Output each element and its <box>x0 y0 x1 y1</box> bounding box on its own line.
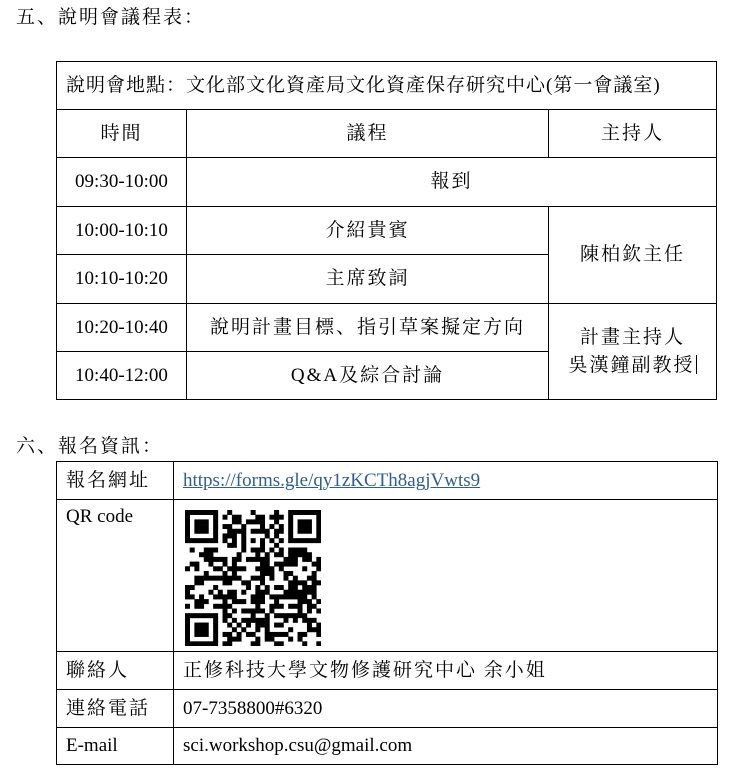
agenda-table <box>56 61 717 400</box>
row-time: 10:20-10:40 <box>57 304 187 352</box>
qr-row <box>57 500 718 652</box>
row-item: 報到 <box>187 158 717 207</box>
table-row <box>57 207 717 255</box>
phone-value: 07-7358800#6320 <box>174 690 718 728</box>
table-row <box>57 304 717 352</box>
phone-label: 連絡電話 <box>57 690 174 728</box>
row-item: 介紹貴賓 <box>187 207 549 255</box>
header-agenda: 議程 <box>187 110 549 158</box>
row-item: 說明計畫目標、指引草案擬定方向 <box>187 304 549 352</box>
host-role: 計畫主持人 <box>580 326 686 348</box>
table-row <box>57 158 717 207</box>
phone-row <box>57 690 718 728</box>
section-5-heading: 五、說明會議程表： <box>16 7 206 28</box>
email-value: sci.workshop.csu@gmail.com <box>174 728 718 765</box>
row-time: 10:10-10:20 <box>57 255 187 304</box>
qr-label: QR code <box>57 500 174 652</box>
row-item: 主席致詞 <box>187 255 549 304</box>
registration-link[interactable]: https://forms.gle/qy1zKCTh8agjVwts9 <box>183 469 481 491</box>
location-row <box>57 62 717 110</box>
row-item: Q&A及綜合討論 <box>187 352 549 400</box>
email-row <box>57 728 718 765</box>
header-time: 時間 <box>57 110 187 158</box>
url-row <box>57 462 718 500</box>
host-director: 陳柏欽主任 <box>549 207 717 304</box>
host-project-lead <box>549 304 717 400</box>
row-time: 10:40-12:00 <box>57 352 187 400</box>
registration-table <box>56 461 718 765</box>
meeting-location: 說明會地點：文化部文化資產局文化資產保存研究中心(第一會議室) <box>57 62 717 110</box>
section-6-heading: 六、報名資訊： <box>16 436 164 457</box>
text-cursor <box>696 355 697 374</box>
url-label: 報名網址 <box>57 462 174 500</box>
email-label: E-mail <box>57 728 174 765</box>
qr-cell <box>174 500 718 652</box>
contact-value: 正修科技大學文物修護研究中心 余小姐 <box>174 652 718 690</box>
row-time: 10:00-10:10 <box>57 207 187 255</box>
row-time: 09:30-10:00 <box>57 158 187 207</box>
host-name: 吳漢鐘副教授 <box>568 354 695 376</box>
header-row <box>57 110 717 158</box>
contact-label: 聯絡人 <box>57 652 174 690</box>
header-host: 主持人 <box>549 110 717 158</box>
url-cell <box>174 462 718 500</box>
qr-code-icon <box>185 510 321 646</box>
contact-row <box>57 652 718 690</box>
